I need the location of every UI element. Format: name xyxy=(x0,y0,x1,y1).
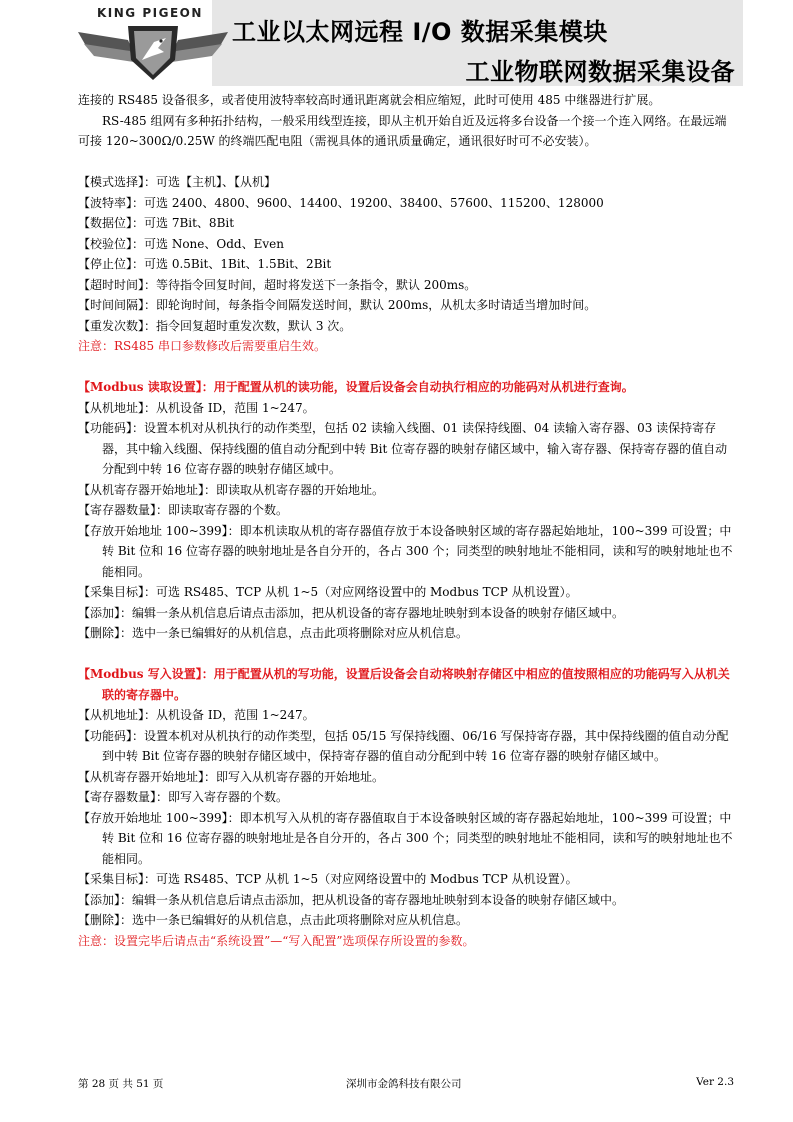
list-item: 【采集目标】：可选 RS485、TCP 从机 1~5（对应网络设置中的 Modbus TCP 从机设置）。 xyxy=(78,872,578,886)
section-heading: 【Modbus 写入设置】：用于配置从机的写功能，设置后设备会自动将映射存储区中相应的值按照相应的功能码写入从机关联的寄存器中。 xyxy=(78,667,730,702)
modbus-read-section xyxy=(78,377,734,644)
list-item: 【添加】：编辑一条从机信息后请点击添加，把从机设备的寄存器地址映射到本设备的映射存储区域中。 xyxy=(78,605,625,620)
page-header xyxy=(0,0,793,86)
intro-paragraph-2: RS-485 组网有多种拓扑结构，一般采用线型连接，即从主机开始自近及远将多台设备一个接一个连入网络。在最远端可接 120~300Ω/0.25W 的终端匹配电阻（需视具体的通讯质量确定，通讯很好时可不必安装）。 xyxy=(78,113,727,148)
param-item: 【波特率】：可选 2400、4800、9600、14400、19200、38400、57600、115200、128000 xyxy=(78,195,604,210)
list-item: 【寄存器数量】：即写入寄存器的个数。 xyxy=(78,790,289,804)
list-item: 【从机地址】：从机设备 ID，范围 1~247。 xyxy=(78,400,315,415)
header-title-secondary: 工业物联网数据采集设备 xyxy=(465,58,735,86)
pigeon-logo-icon xyxy=(78,20,228,82)
note-restart: 注意：RS485 串口参数修改后需要重启生效。 xyxy=(78,339,326,353)
param-item: 【超时时间】：等待指令回复时间，超时将发送下一条指令，默认 200ms。 xyxy=(78,277,477,292)
param-item: 【停止位】：可选 0.5Bit、1Bit、1.5Bit、2Bit xyxy=(78,257,332,271)
list-item: 【功能码】：设置本机对从机执行的动作类型，包括 05/15 写保持线圈、06/16 写保持寄存器，其中保持线圈的值自动分配到中转 Bit 位寄存器的映射存储区域中，保持寄存器的值自动分配到中转 16 位寄存器的映射存储区域中。 xyxy=(78,728,729,763)
list-item: 【功能码】：设置本机对从机执行的动作类型，包括 02 读输入线圈、01 读保持线圈、04 读输入寄存器、03 读保持寄存器，其中输入线圈、保持线圈的值自动分配到中转 Bit 位寄存器的映射存储区域中，输入寄存器、保持寄存器的值自动分配到中转 16 位寄存器的映射存储区域中。 xyxy=(78,421,728,476)
list-item: 【存放开始地址 100~399】：即本机写入从机的寄存器值取自于本设备映射区域的寄存器起始地址，100~399 可设置；中转 Bit 位和 16 位寄存器的映射地址是各自分开的，各占 300 个；同类型的映射地址不能相同，读和写的映射地址也不能相同。 xyxy=(78,810,733,866)
intro-paragraph-1: 连接的 RS485 设备很多，或者使用波特率较高时通讯距离就会相应缩短，此时可使用 485 中继器进行扩展。 xyxy=(78,93,661,107)
list-item: 【删除】：选中一条已编辑好的从机信息，点击此项将删除对应从机信息。 xyxy=(78,626,469,640)
list-item: 【从机寄存器开始地址】：即写入从机寄存器的开始地址。 xyxy=(78,769,385,784)
param-item: 【模式选择】：可选【主机】、【从机】 xyxy=(78,175,277,189)
list-item: 【添加】：编辑一条从机信息后请点击添加，把从机设备的寄存器地址映射到本设备的映射存储区域中。 xyxy=(78,892,625,907)
list-item: 【存放开始地址 100~399】：即本机读取从机的寄存器值存放于本设备映射区域的寄存器起始地址，100~399 可设置；中转 Bit 位和 16 位寄存器的映射地址是各自分开的，各占 300 个；同类型的映射地址不能相同，读和写的映射地址也不能相同。 xyxy=(78,523,733,579)
list-item: 【从机地址】：从机设备 ID，范围 1~247。 xyxy=(78,708,315,722)
version-label: Ver 2.3 xyxy=(696,1076,734,1088)
param-item: 【数据位】：可选 7Bit、8Bit xyxy=(78,216,235,230)
param-item: 【重发次数】：指令回复超时重发次数，默认 3 次。 xyxy=(78,318,352,333)
list-item: 【从机寄存器开始地址】：即读取从机寄存器的开始地址。 xyxy=(78,482,385,497)
list-item: 【采集目标】：可选 RS485、TCP 从机 1~5（对应网络设置中的 Modbus TCP 从机设置）。 xyxy=(78,585,578,599)
document-body xyxy=(78,90,734,951)
list-item: 【寄存器数量】：即读取寄存器的个数。 xyxy=(78,503,289,517)
brand-name: KING PIGEON xyxy=(97,6,203,20)
modbus-write-section xyxy=(78,664,734,931)
param-item: 【校验位】：可选 None、Odd、Even xyxy=(78,236,284,251)
header-title-primary: 工业以太网远程 I/O 数据采集模块 xyxy=(232,18,608,46)
company-name: 深圳市金鸽科技有限公司 xyxy=(346,1078,462,1090)
serial-params-list xyxy=(78,172,734,336)
page-footer xyxy=(78,1076,734,1092)
page-number: 第 28 页 共 51 页 xyxy=(78,1078,164,1090)
param-item: 【时间间隔】：即轮询时间，每条指令间隔发送时间，默认 200ms，从机太多时请适当增加时间。 xyxy=(78,298,597,312)
note-save-config: 注意：设置完毕后请点击“系统设置”—“写入配置”选项保存所设置的参数。 xyxy=(78,933,475,948)
section-heading: 【Modbus 读取设置】：用于配置从机的读功能，设置后设备会自动执行相应的功能码对从机进行查询。 xyxy=(78,380,634,394)
list-item: 【删除】：选中一条已编辑好的从机信息，点击此项将删除对应从机信息。 xyxy=(78,913,469,927)
